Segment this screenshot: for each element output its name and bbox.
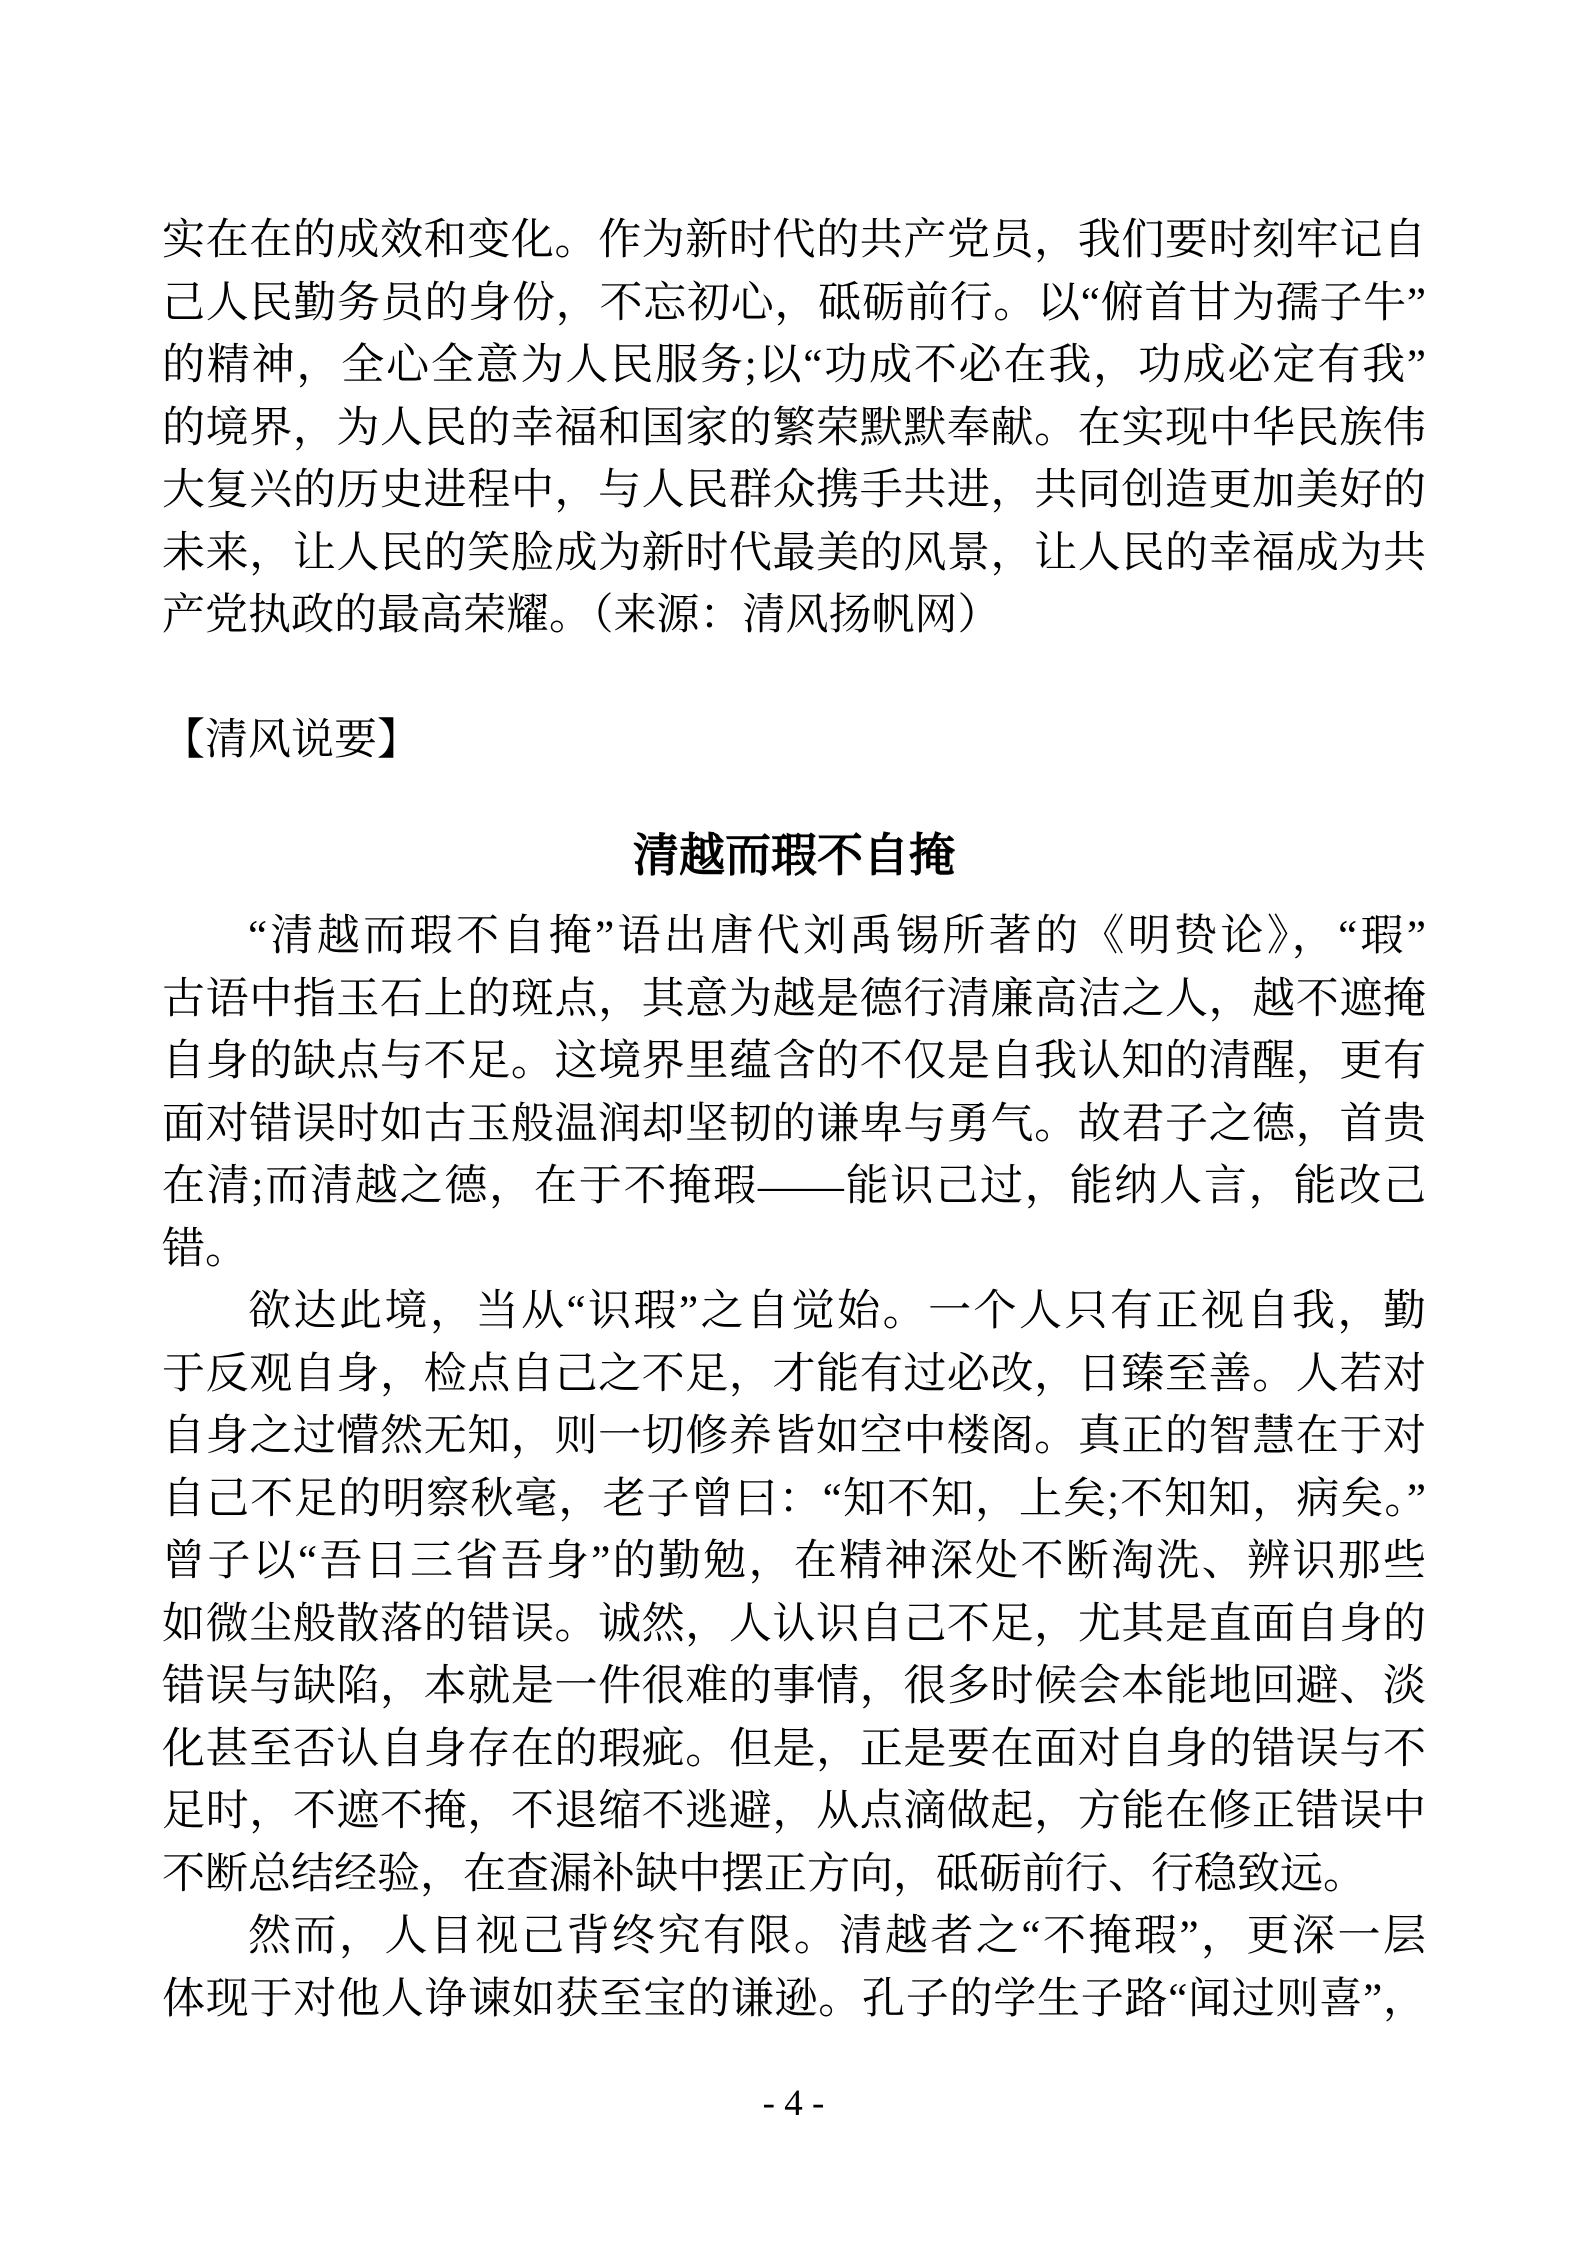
text-line: 自身的缺点与不足。这境界里蕴含的不仅是自我认知的清醒，更有 xyxy=(162,1038,1426,1085)
essay-title: 清越而瑕不自掩 xyxy=(633,829,955,881)
text-line: “清越而瑕不自掩”语出唐代刘禹锡所著的《明贽论》，“瑕” xyxy=(248,913,1426,960)
essay-paragraph-2 xyxy=(162,1281,1426,1906)
text-line: 自身之过懵然无知，则一切修养皆如空中楼阁。真正的智慧在于对 xyxy=(162,1413,1426,1460)
text-line: 产党执政的最高荣耀。（来源：清风扬帆网） xyxy=(162,592,1001,639)
text-line: 化甚至否认自身存在的瑕疵。但是，正是要在面对自身的错误与不 xyxy=(162,1725,1426,1773)
text-line: 体现于对他人诤谏如获至宝的谦逊。孔子的学生子路“闻过则喜”， xyxy=(162,1975,1426,2023)
text-line: 在清;而清越之德，在于不掩瑕——能识己过，能纳人言，能改己 xyxy=(162,1163,1426,1210)
text-line: 曾子以“吾日三省吾身”的勤勉，在精神深处不断淘洗、辨识那些 xyxy=(162,1538,1426,1585)
text-line: 于反观自身，检点自己之不足，才能有过必改，日臻至善。人若对 xyxy=(162,1350,1426,1398)
essay-paragraph-3 xyxy=(162,1906,1426,2031)
text-line: 己人民勤务员的身份，不忘初心，砥砺前行。以“俯首甘为孺子牛” xyxy=(162,279,1426,327)
text-line: 面对错误时如古玉般温润却坚韧的谦卑与勇气。故君子之德，首贵 xyxy=(162,1100,1426,1148)
text-line: 然而，人目视己背终究有限。清越者之“不掩瑕”，更深一层 xyxy=(248,1913,1426,1960)
essay-paragraph-1 xyxy=(162,906,1426,1281)
text-line: 如微尘般散落的错误。诚然，人认识自己不足，尤其是直面自身的 xyxy=(162,1600,1426,1648)
text-line: 不断总结经验，在查漏补缺中摆正方向，砥砺前行、行稳致远。 xyxy=(162,1850,1366,1898)
text-line: 未来，让人民的笑脸成为新时代最美的风景，让人民的幸福成为共 xyxy=(162,529,1426,577)
text-line: 欲达此境，当从“识瑕”之自觉始。一个人只有正视自我，勤 xyxy=(248,1288,1426,1335)
text-line: 自己不足的明察秋毫，老子曾曰：“知不知，上矣;不知知，病矣。” xyxy=(162,1475,1426,1523)
text-line: 实在在的成效和变化。作为新时代的共产党员，我们要时刻牢记自 xyxy=(162,217,1426,264)
text-line: 的境界，为人民的幸福和国家的繁荣默默奉献。在实现中华民族伟 xyxy=(162,404,1426,452)
text-line: 错误与缺陷，本就是一件很难的事情，很多时候会本能地回避、淡 xyxy=(162,1663,1426,1710)
section-marker: 【清风说要】 xyxy=(162,716,420,764)
text-line: 古语中指玉石上的斑点，其意为越是德行清廉高洁之人，越不遮掩 xyxy=(162,975,1426,1023)
text-line: 的精神，全心全意为人民服务;以“功成不必在我，功成必定有我” xyxy=(162,342,1426,389)
text-line: 足时，不遮不掩，不退缩不逃避，从点滴做起，方能在修正错误中 xyxy=(162,1788,1426,1835)
page-number: - 4 - xyxy=(762,2083,825,2124)
page-content xyxy=(162,210,1426,2031)
text-line: 错。 xyxy=(162,1225,248,1273)
intro-paragraph xyxy=(162,210,1426,648)
text-line: 大复兴的历史进程中，与人民群众携手共进，共同创造更加美好的 xyxy=(162,467,1426,514)
